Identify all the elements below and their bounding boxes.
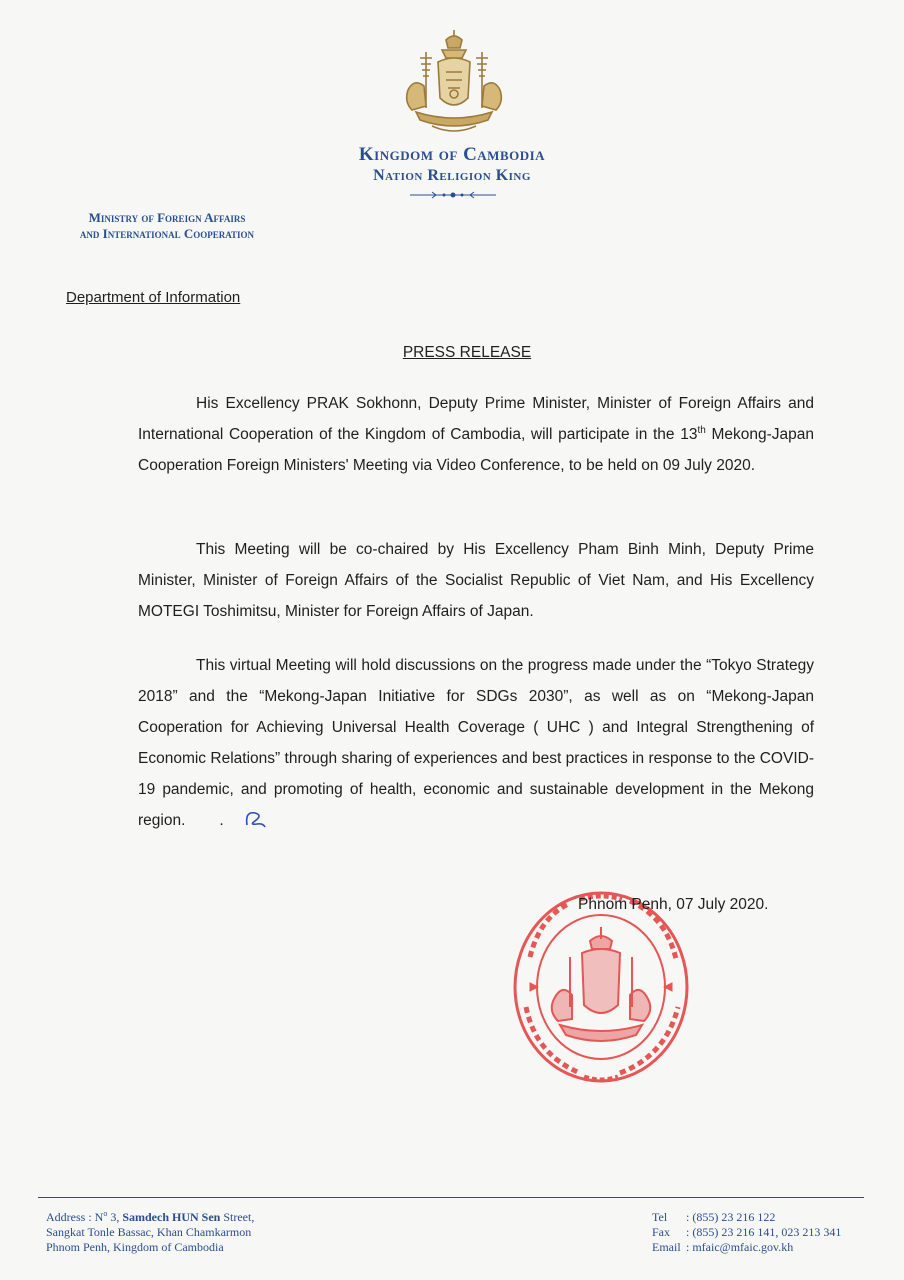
department-label: Department of Information <box>66 289 241 306</box>
ordinal-suffix: th <box>697 424 706 436</box>
footer-contact <box>652 1210 841 1255</box>
dateline: Phnom Penh, 07 July 2020. <box>578 896 769 913</box>
footer-divider <box>38 1197 864 1198</box>
fax-value: : (855) 23 216 141, 023 213 341 <box>686 1225 842 1239</box>
address-street-suffix: Street, <box>220 1210 255 1224</box>
address-street-name: Samdech HUN Sen <box>122 1210 221 1224</box>
ministry-name-line2: and International Cooperation <box>79 226 255 241</box>
handwritten-initial-icon <box>185 809 219 829</box>
tel-value: : (855) 23 216 122 <box>686 1210 776 1224</box>
address-line-3: Phnom Penh, Kingdom of Cambodia <box>46 1240 224 1254</box>
tel-label: Tel <box>652 1210 668 1224</box>
divider-ornament-icon <box>408 190 498 200</box>
paragraph-2: This Meeting will be co-chaired by His Excellency Pham Binh Minh, Deputy Prime Minister, Minister of Foreign Affairs of the Socialist Republic of Viet Nam, and His Excellency MOTEGI Toshimitsu, Minister for Foreign Affairs of Japan. <box>138 541 814 620</box>
email-value[interactable]: : mfaic@mfaic.gov.kh <box>686 1240 794 1254</box>
tel-row <box>652 1210 841 1225</box>
paragraph-3 <box>138 650 814 836</box>
email-row <box>652 1240 841 1255</box>
fax-row <box>652 1225 841 1240</box>
paragraph-1-part-b: Mekong-Japan Cooperation Foreign Ministers' Meeting via Video Conference, to be held on 09 July 2020. <box>138 426 814 474</box>
address-number: 3, <box>107 1210 123 1224</box>
footer-address <box>46 1210 254 1255</box>
paragraph-1-part-a: His Excellency PRAK Sokhonn, Deputy Prime Minister, Minister of Foreign Affairs and International Cooperation of the Kingdom of Cambodia, will participate in the 13 <box>138 395 814 443</box>
email-label: Email <box>652 1240 681 1254</box>
press-release-title-row <box>0 344 904 362</box>
fax-label: Fax <box>652 1225 670 1239</box>
paragraph-3-end-mark: . <box>219 812 224 829</box>
address-number-mark: o <box>103 1209 108 1218</box>
paragraph-1 <box>138 388 814 481</box>
motto-heading: Nation Religion King <box>373 167 531 184</box>
kingdom-heading: Kingdom of Cambodia <box>358 144 546 165</box>
paragraph-3-text: This virtual Meeting will hold discussions on the progress made under the “Tokyo Strategy 2018” and the “Mekong-Japan Initiative for SDGs 2030”, as well as on “Mekong-Japan Cooperation for Achieving Universal Health Coverage ( UHC ) and Integral Strengthening of Economic Relations” through sharing of experiences and best practices in response to the COVID-19 pandemic, and promoting of health, economic and sustainable development in the Mekong region. <box>138 657 814 829</box>
ministry-name-line1: Ministry of Foreign Affairs <box>88 210 246 225</box>
royal-arms-icon <box>396 28 512 140</box>
address-line-2: Sangkat Tonle Bassac, Khan Chamkarmon <box>46 1225 252 1239</box>
address-line-1 <box>46 1210 254 1225</box>
press-release-title: PRESS RELEASE <box>402 344 532 361</box>
address-label: Address : N <box>46 1210 104 1224</box>
official-seal-icon <box>510 887 692 1087</box>
